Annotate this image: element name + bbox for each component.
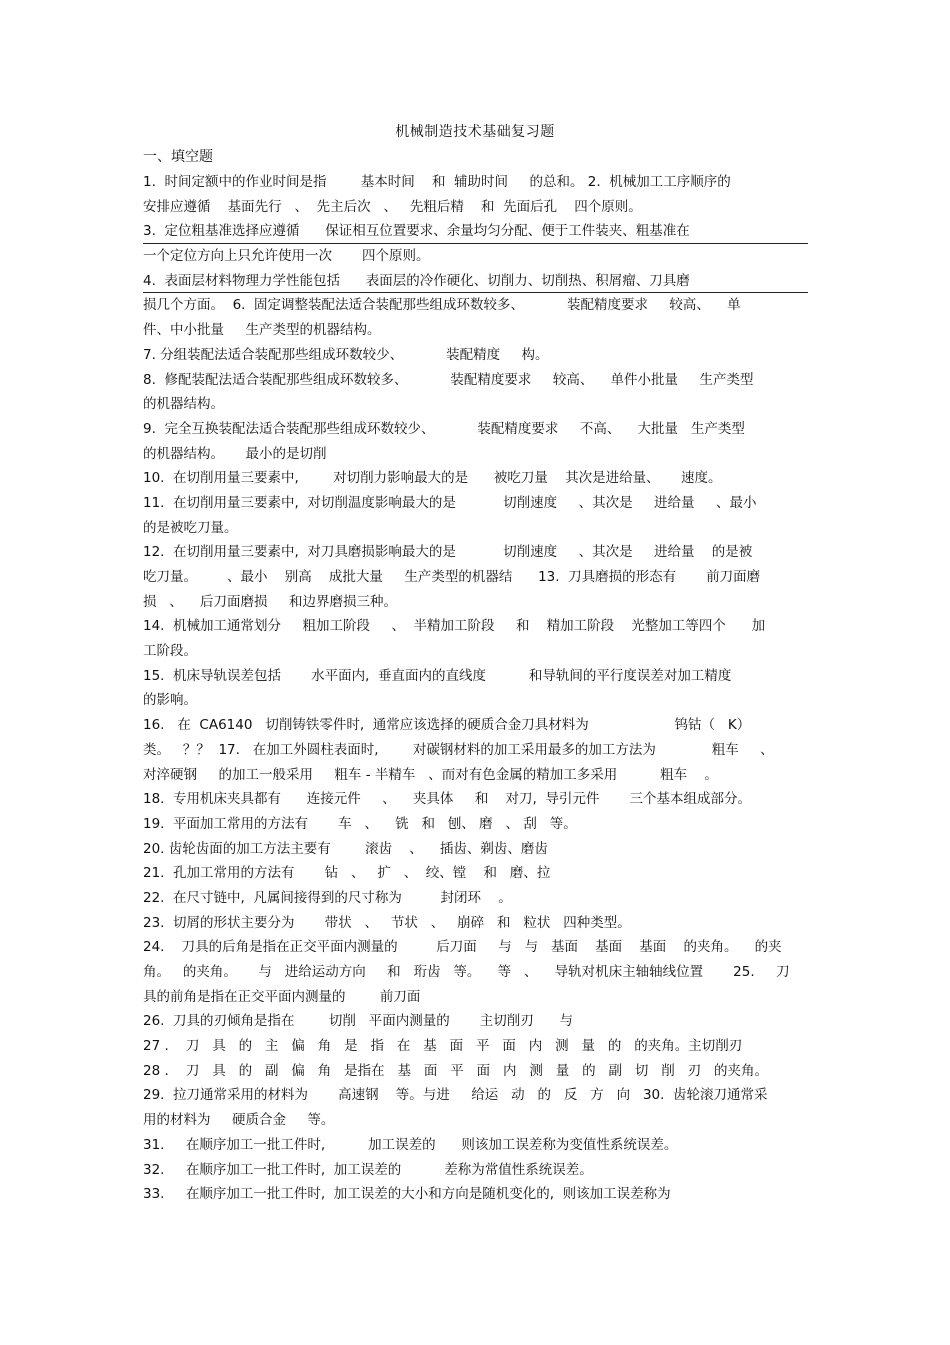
question-line: 用的材料为 硬质合金 等。 <box>143 1112 335 1129</box>
question-line: 损几个方面。 6. 固定调整装配法适合装配那些组成环数较多、 装配精度要求 较高、 单 <box>143 297 741 314</box>
question-line: 吃刀量。 、最小 别高 成批大量 生产类型的机器结 13. 刀具磨损的形态有 前刀面磨 <box>143 569 761 585</box>
question-line: 16. 在 CA6140 切削铸铁零件时, 通常应该选择的硬质合金刀具材料为 钨钴（ K） <box>143 717 751 734</box>
question-line: 的影响。 <box>143 692 197 709</box>
question-line: 32. 在顺序加工一批工件时, 加工误差的 差称为常值性系统误差。 <box>143 1161 593 1178</box>
question-line: 的机器结构。 <box>143 396 224 413</box>
question-line: 14. 机械加工通常划分 粗加工阶段 、 半精加工阶段 和 精加工阶段 光整加工等四个 加 <box>143 618 766 635</box>
question-line: 1. 时间定额中的作业时间是指 基本时间 和 辅助时间 的总和。 2. 机械加工工序顺序的 <box>143 174 731 190</box>
question-line: 件、中小批量 生产类型的机器结构。 <box>143 322 381 339</box>
question-line: 损 、 后刀面磨损 和边界磨损三种。 <box>143 593 397 610</box>
question-line: 28 . 刀 具 的 副 偏 角 是指在 基 面 平 面 内 测 量 的 副 切 削 刃 的夹角。 <box>143 1062 769 1079</box>
question-line: 7. 分组装配法适合装配那些组成环数较少、 装配精度 构。 <box>143 346 549 363</box>
question-line: 22. 在尺寸链中, 凡属间接得到的尺寸称为 封闭环 。 <box>143 889 512 906</box>
question-line: 19. 平面加工常用的方法有 车 、 铣 和 刨、 磨 、 刮 等。 <box>143 815 577 832</box>
question-line: 一个定位方向上只允许使用一次 四个原则。 <box>143 248 430 265</box>
question-line: 的是被吃刀量。 <box>143 519 238 536</box>
question-line: 3. 定位粗基准选择应遵循 保证相互位置要求、余量均匀分配、便于工件装夹、粗基准在 <box>143 219 808 244</box>
question-line: 27 . 刀 具 的 主 偏 角 是 指 在 基 面 平 面 内 测 量 的 的夹角。主切削刃 <box>143 1038 743 1055</box>
question-line: 26. 刀具的刃倾角是指在 切削 平面内测量的 主切削刃 与 <box>143 1013 574 1030</box>
question-lines <box>143 170 808 1207</box>
question-line: 类。 ？？ 17. 在加工外圆柱表面时, 对碳钢材料的加工采用最多的加工方法为 粗车 、 <box>143 741 774 758</box>
question-line: 24. 刀具的后角是指在正交平面内测量的 后刀面 与 与 基面 基面 基面 的夹角。 的夹 <box>143 939 782 956</box>
question-line: 角。 的夹角。 与 进给运动方向 和 珩齿 等。 等 、 导轨对机床主轴轴线位置 25. 刀 <box>143 964 790 980</box>
question-line: 对淬硬钢 的加工一般采用 粗车 - 半精车 、而对有色金属的精加工多采用 粗车 。 <box>143 766 718 783</box>
question-line: 18. 专用机床夹具都有 连接元件 、 夹具体 和 对刀, 导引元件 三个基本组成部分。 <box>143 791 751 808</box>
question-line: 21. 孔加工常用的方法有 钻 、 扩 、 绞、镗 和 磨、拉 <box>143 865 551 882</box>
document-title: 机械制造技术基础复习题 <box>395 124 555 140</box>
question-line: 12. 在切削用量三要素中, 对刀具磨损影响最大的是 切削速度 、其次是 进给量 的是被 <box>143 544 753 561</box>
question-line: 8. 修配装配法适合装配那些组成环数较多、 装配精度要求 较高、 单件小批量 生产类型 <box>143 371 754 388</box>
question-line: 4. 表面层材料物理力学性能包括 表面层的冷作硬化、切削力、切削热、积屑瘤、刀具磨 <box>143 269 808 294</box>
question-line: 安排应遵循 基面先行 、 先主后次 、 先粗后精 和 先面后孔 四个原则。 <box>143 198 642 215</box>
question-line: 20. 齿轮齿面的加工方法主要有 滚齿 、 插齿、剃齿、磨齿 <box>143 840 548 857</box>
question-line: 的机器结构。 最小的是切削 <box>143 445 327 462</box>
question-line: 33. 在顺序加工一批工件时, 加工误差的大小和方向是随机变化的, 则该加工误差称为 <box>143 1186 671 1203</box>
section-heading: 一、填空题 <box>143 149 213 165</box>
question-line: 10. 在切削用量三要素中, 对切削力影响最大的是 被吃刀量 其次是进给量、 速度。 <box>143 470 722 487</box>
question-line: 15. 机床导轨误差包括 水平面内, 垂直面内的直线度 和导轨间的平行度误差对加工精度 <box>143 667 732 684</box>
question-line: 9. 完全互换装配法适合装配那些组成环数较少、 装配精度要求 不高、 大批量 生产类型 <box>143 420 745 437</box>
question-line: 11. 在切削用量三要素中, 对切削温度影响最大的是 切削速度 、其次是 进给量 、最小 <box>143 494 757 511</box>
question-line: 31. 在顺序加工一批工件时, 加工误差的 则该加工误差称为变值性系统误差。 <box>143 1136 678 1153</box>
question-line: 具的前角是指在正交平面内测量的 前刀面 <box>143 988 421 1005</box>
question-line: 23. 切屑的形状主要分为 带状 、 节状 、 崩碎 和 粒状 四种类型。 <box>143 914 631 931</box>
question-line: 工阶段。 <box>143 643 197 660</box>
question-line: 29. 拉刀通常采用的材料为 高速钢 等。与进 给运 动 的 反 方 向 30. 齿轮滚刀通常采 <box>143 1087 768 1104</box>
